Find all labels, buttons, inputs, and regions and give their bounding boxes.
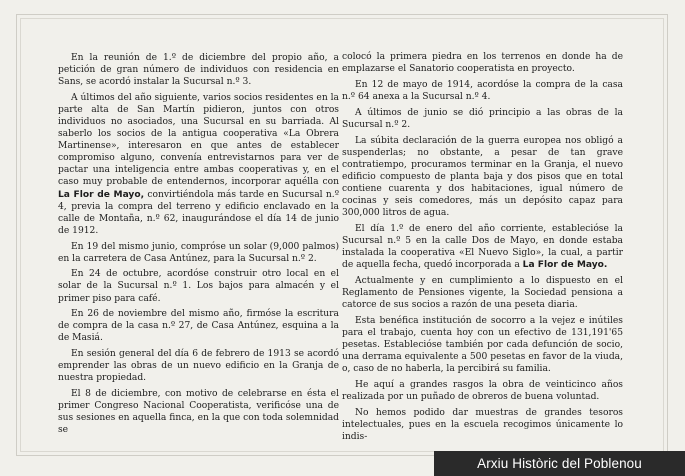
paragraph bbox=[342, 407, 623, 443]
paragraph bbox=[342, 275, 623, 311]
paragraph bbox=[58, 268, 339, 304]
paragraph bbox=[58, 241, 339, 265]
paragraph-text: En 26 de noviembre del mismo año, firmóse la escritura de compra de la casa n.º 27, de Casa Antúnez, esquina a la de Masiá. bbox=[58, 309, 339, 344]
paragraph-text: A últimos de junio se dió principio a las obras de la Sucursal n.º 2. bbox=[342, 107, 623, 130]
paragraph-text: En 24 de octubre, acordóse construir otro local en el solar de la Sucursal n.º 1. Los bajos para almacén y el primer piso para café. bbox=[58, 269, 339, 304]
paragraph-text: En 12 de mayo de 1914, acordóse la compra de la casa n.º 64 anexa a la Sucursal n.º 4. bbox=[342, 79, 623, 102]
paragraph bbox=[58, 388, 339, 436]
paragraph-text: colocó la primera piedra en los terrenos en donde ha de emplazarse el Sanatorio cooperatista en proyecto. bbox=[342, 52, 623, 75]
paragraph-text: El 8 de diciembre, con motivo de celebrarse en ésta el primer Congreso Nacional Cooperatista, verificóse una de sus sesiones en aquella finca, en la que con toda solemnidad se bbox=[58, 389, 339, 436]
paragraph-text: He aquí a grandes rasgos la obra de veinticinco años realizada por un puñado de obreros de buena voluntad. bbox=[342, 379, 623, 402]
paragraph-text: En 19 del mismo junio, compróse un solar (9,000 palmos) en la carretera de Casa Antúnez, para la Sucursal n.º 2. bbox=[58, 241, 339, 264]
paragraph bbox=[58, 348, 339, 384]
right-text-column bbox=[342, 51, 623, 447]
bold-name-text: La Flor de Mayo, bbox=[58, 189, 145, 200]
left-text-column bbox=[58, 52, 339, 440]
paragraph bbox=[342, 315, 623, 375]
paragraph-text: No hemos podido dar muestras de grandes tesoros intelectuales, pues en la escuela recogimos únicamente lo indis- bbox=[342, 407, 623, 442]
paragraph bbox=[58, 92, 339, 237]
paragraph-text: El día 1.º de enero del año corriente, establecióse la Sucursal n.º 5 en la calle Dos de Mayo, en donde estaba instalada la cooperativa «El Nuevo Siglo», la cual, a partir de aquella fecha, quedó incorporada a bbox=[342, 223, 623, 270]
paragraph-text: La súbita declaración de la guerra europea nos obligó a suspenderlas; no obstante, a pesar de tan grave contratiempo, procuramos terminar en la Granja, el nuevo edificio compuesto de planta baja y dos pisos que en total contiene cuarenta y dos habitaciones, igual número de cocinas y seis comedores, más un depósito capaz para 300,000 litros de agua. bbox=[342, 135, 623, 218]
bold-name-text: La Flor de Mayo. bbox=[522, 260, 608, 270]
paragraph bbox=[342, 379, 623, 403]
paragraph-text: En sesión general del día 6 de febrero de 1913 se acordó emprender las obras de un nuevo edificio en la Granja de nuestra propiedad. bbox=[58, 349, 339, 384]
paragraph bbox=[342, 107, 623, 131]
paragraph bbox=[342, 51, 623, 75]
paragraph bbox=[58, 308, 339, 344]
paragraph bbox=[58, 52, 339, 88]
paragraph bbox=[342, 135, 623, 220]
paragraph-text: A últimos del año siguiente, varios socios residentes en la parte alta de San Martín pidieron, juntos con otros individuos no asociados, una Sucursal en su barriada. Al saberlo los socios de la antigua cooperativa «La Obrera Martinense», interesaron en que antes de establecer compromiso alguno, convenía entrevistarnos para ver de pactar una inteligencia entre ambas cooperativas y, en el caso muy probable de entendernos, incorporar aquélla con bbox=[58, 92, 339, 188]
archive-watermark: Arxiu Històric del Poblenou bbox=[434, 451, 685, 476]
paragraph-text: Esta benéfica institución de socorro a la vejez e inútiles para el trabajo, cuenta hoy con un efectivo de 131,191'65 pesetas. Establecióse también por cada defunción de socio, una derrama equivalente a 500 pesetas en favor de la viuda, o, caso de no haberla, la percibirá su familia. bbox=[342, 315, 623, 374]
paragraph-text: convirtiéndola más tarde en Sucursal n.º 4, previa la compra del terreno y edificio enclavado en la calle de Montaña, n.º 62, inaugurándose el día 14 de junio de 1912. bbox=[58, 189, 339, 236]
paragraph bbox=[342, 223, 623, 271]
paragraph-text: Actualmente y en cumplimiento a lo dispuesto en el Reglamento de Pensiones vigente, la Sociedad pensiona a catorce de sus socios a razón de una peseta diaria. bbox=[342, 275, 623, 310]
paragraph bbox=[342, 79, 623, 103]
paragraph-text: En la reunión de 1.º de diciembre del propio año, a petición de gran número de individuos con residencia en Sans, se acordó instalar la Sucursal n.º 3. bbox=[58, 53, 339, 88]
